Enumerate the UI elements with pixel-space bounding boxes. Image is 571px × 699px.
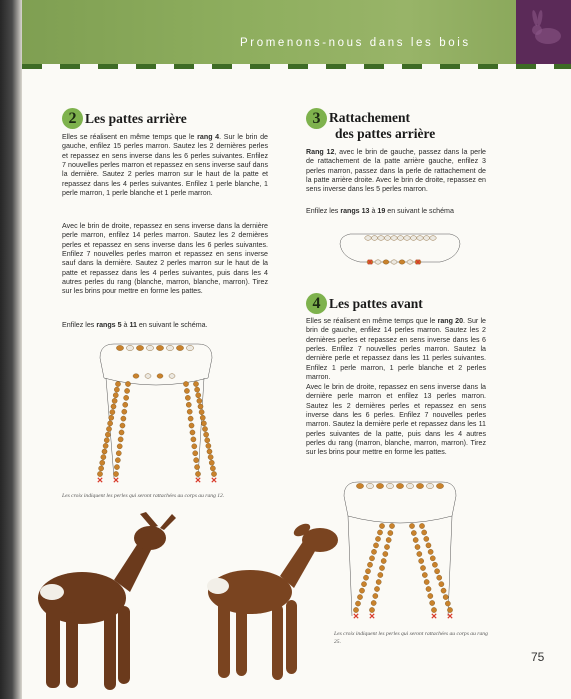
bead <box>109 415 114 420</box>
header-corner-block <box>516 0 571 64</box>
bead <box>419 558 424 563</box>
bead <box>183 381 188 386</box>
bead <box>379 523 384 528</box>
diagram-rear-legs <box>86 338 242 488</box>
bead <box>377 530 382 535</box>
bead <box>195 387 200 392</box>
bead <box>371 236 377 241</box>
bead <box>434 569 439 574</box>
bead <box>124 395 129 400</box>
bead <box>356 483 363 488</box>
bead <box>193 381 198 386</box>
caption-rear-legs: Les croix indiquent les perles qui seront rattachées au corps au rang 12. <box>62 493 225 499</box>
bead <box>169 374 175 379</box>
bead <box>113 393 118 398</box>
section-4-paragraph-1: Elles se réalisent en même temps que le rang 20. Sur le brin de gauche, enfilez 14 perles marron. Sautez les 2 dernières perles et repassez en sens inverse dans les 6 perles. Enfilez 7 nouvelles perles marron. Sautez la dernière perle et repassez dans les 11 perles suivantes. Enfilez 1 perle marron, 1 perle blanche et 2 perles marron. <box>306 317 486 382</box>
cross-mark <box>370 614 374 618</box>
bead <box>415 544 420 549</box>
bead <box>369 607 374 612</box>
bead <box>376 483 383 488</box>
bead <box>114 387 119 392</box>
bead <box>397 236 403 241</box>
bead <box>367 562 372 567</box>
cross-mark <box>196 478 200 482</box>
section-2-paragraph-2: Avec le brin de droite, repassez en sens inverse dans la dernière perle marron, enfilez 14 perles marron. Sautez les 2 dernières perles et repassez en sens inverse dans les 6 perles suivantes. Enfilez 7 nouvelles perles marron et repassez en sens inverse sauf dans la dernière. Sautez 2 perles marron sur le haut de la patte et repassez dans les 4 perles suivantes, puis dans les 4 autres perles du rang (blanche, marron, blanche, marron). Tirez sur les brins pour mettre en forme les pattes. <box>62 222 268 296</box>
bead <box>417 236 423 241</box>
section-4-title: Les pattes avant <box>329 296 423 311</box>
bead <box>121 416 126 421</box>
bead <box>371 600 376 605</box>
cross-mark <box>114 478 118 482</box>
bead <box>111 404 116 409</box>
bead <box>416 483 423 488</box>
bead <box>116 345 123 350</box>
section-3-paragraph-2: Enfilez les rangs 13 à 19 en suivant le schéma <box>306 207 454 215</box>
bead <box>383 551 388 556</box>
bead <box>426 483 433 488</box>
bead <box>204 432 209 437</box>
bead <box>108 421 113 426</box>
bead <box>120 423 125 428</box>
diagram-front-legs <box>330 476 480 626</box>
bead <box>420 565 425 570</box>
section-3-title-line-1: Rattachement <box>329 110 410 125</box>
bead <box>195 471 200 476</box>
bead <box>117 444 122 449</box>
cross-mark <box>432 614 436 618</box>
bead <box>422 572 427 577</box>
bead <box>437 575 442 580</box>
header-title: Promenons-nous dans les bois <box>240 37 471 49</box>
bead <box>417 551 422 556</box>
bead <box>365 569 370 574</box>
bead <box>445 601 450 606</box>
bead <box>373 543 378 548</box>
bead <box>186 345 193 350</box>
bead <box>432 562 437 567</box>
bead <box>191 437 196 442</box>
bead <box>198 404 203 409</box>
section-2-title: Les pattes arrière <box>85 111 187 126</box>
bead <box>430 236 436 241</box>
bead <box>389 523 394 528</box>
bead <box>190 430 195 435</box>
bead <box>145 374 151 379</box>
bead <box>407 260 413 264</box>
bead <box>101 455 106 460</box>
section-2-paragraph-3: Enfilez les rangs 5 à 11 en suivant le schéma. <box>62 321 208 329</box>
bead <box>197 398 202 403</box>
bead <box>443 594 448 599</box>
bead <box>110 410 115 415</box>
bead <box>201 421 206 426</box>
cross-mark <box>448 614 452 618</box>
bead <box>123 402 128 407</box>
photo-beaded-deer <box>22 500 352 699</box>
bead <box>424 536 429 541</box>
bead <box>192 444 197 449</box>
bead <box>186 402 191 407</box>
bead <box>196 393 201 398</box>
bead <box>156 345 163 350</box>
bead <box>410 236 416 241</box>
section-3-title-line-2: des pattes arrière <box>335 126 436 141</box>
bead <box>411 530 416 535</box>
bead <box>114 464 119 469</box>
wire <box>100 344 212 385</box>
bead <box>184 388 189 393</box>
bead <box>211 471 216 476</box>
bead <box>419 523 424 528</box>
bead <box>447 607 452 612</box>
bead <box>391 260 397 264</box>
section-3-heading <box>306 108 435 142</box>
section-2-number: 2 <box>62 108 83 129</box>
bead <box>202 426 207 431</box>
bead <box>384 544 389 549</box>
section-3-number: 3 <box>306 108 327 129</box>
bead <box>187 409 192 414</box>
bead <box>194 458 199 463</box>
bead <box>399 260 405 264</box>
bead <box>185 395 190 400</box>
bead <box>118 437 123 442</box>
caption-front-legs: Les croix indiquent les perles qui seront rattachées au corps au rang 25. <box>334 631 488 645</box>
bead <box>126 345 133 350</box>
bead <box>193 451 198 456</box>
section-2-paragraph-1: Elles se réalisent en même temps que le rang 4. Sur le brin de gauche, enfilez 15 perles marron. Sautez les 2 dernières perles et repassez en sens inverse dans les 6 perles suivantes. Enfilez 7 nouvelles perles marron et repassez en sens inverse sauf dans la dernière. Sautez 2 perles marron sur le haut de la patte et repassez dans les 4 perles suivantes. Enfilez 1 perle blanche, 1 perle marron, 1 perle blanche et 1 perle marron. <box>62 133 268 198</box>
bead <box>176 345 183 350</box>
bead <box>386 537 391 542</box>
bead <box>194 464 199 469</box>
bead <box>166 345 173 350</box>
section-4-number: 4 <box>306 293 327 314</box>
bead <box>188 416 193 421</box>
bead <box>124 388 129 393</box>
bead <box>133 374 139 379</box>
bead <box>106 426 111 431</box>
bead <box>122 409 127 414</box>
bead <box>374 586 379 591</box>
bead <box>426 543 431 548</box>
bead <box>428 593 433 598</box>
bead <box>386 483 393 488</box>
bead <box>376 579 381 584</box>
bead <box>207 449 212 454</box>
bead <box>396 483 403 488</box>
bead <box>365 236 371 241</box>
bead <box>146 345 153 350</box>
bead <box>413 537 418 542</box>
bead <box>119 430 124 435</box>
bead <box>430 600 435 605</box>
bead <box>102 449 107 454</box>
bead <box>363 575 368 580</box>
bead <box>103 443 108 448</box>
cross-mark <box>98 478 102 482</box>
bead <box>430 556 435 561</box>
bead <box>378 572 383 577</box>
bead <box>375 260 381 264</box>
cross-mark <box>354 614 358 618</box>
bead <box>384 236 390 241</box>
bead <box>428 549 433 554</box>
bead <box>424 579 429 584</box>
bead <box>206 443 211 448</box>
bead <box>371 549 376 554</box>
bead <box>409 523 414 528</box>
book-spine-shadow <box>0 0 22 699</box>
bead <box>115 381 120 386</box>
bead <box>210 466 215 471</box>
bead <box>373 593 378 598</box>
bead <box>379 565 384 570</box>
section-4-paragraph-2: Avec le brin de droite, repassez en sens inverse dans la dernière perle marron et enfilez 13 perles marron. Sautez les 2 dernières perles et repassez en sens inverse dans les 6 perles. Enfilez 7 nouvelles perles marron. Sautez la dernière perle et repassez dans les 11 perles suivantes de la patte, puis dans les 4 autres perles du rang (marron, blanche, marron, marron). Tirez sur les brins pour mettre en forme les pattes. <box>306 383 486 457</box>
bead <box>381 558 386 563</box>
bead <box>100 460 105 465</box>
bead <box>115 458 120 463</box>
bead <box>199 410 204 415</box>
bead <box>404 236 410 241</box>
page-number: 75 <box>531 650 545 664</box>
bead <box>378 236 384 241</box>
bead <box>116 451 121 456</box>
bead <box>113 471 118 476</box>
bead <box>431 607 436 612</box>
bead <box>361 582 366 587</box>
bead <box>359 588 364 593</box>
bead <box>406 483 413 488</box>
bead <box>383 260 389 264</box>
bead <box>369 556 374 561</box>
diagram-rows-12-19 <box>330 222 470 278</box>
wire <box>106 378 204 478</box>
bead <box>189 423 194 428</box>
bead <box>112 398 117 403</box>
bead <box>136 345 143 350</box>
bead <box>357 594 362 599</box>
bead <box>97 471 102 476</box>
cross-mark <box>212 478 216 482</box>
bead <box>388 530 393 535</box>
section-3-paragraph-1: Rang 12, avec le brin de gauche, passez dans la perle de rattachement de la patte arrière gauche, enfilez 3 perles marron, passez dans la perle de rattachement de la patte arrière droite. Avec le brin de droite, repassez en sens inverse dans les 5 perles marron. <box>306 148 486 194</box>
header-dashed-border <box>22 64 571 69</box>
bead <box>99 466 104 471</box>
bead <box>208 455 213 460</box>
bead <box>391 236 397 241</box>
bead <box>422 530 427 535</box>
bead <box>125 381 130 386</box>
rabbit-icon <box>516 0 571 64</box>
bead <box>104 438 109 443</box>
bead <box>355 601 360 606</box>
page-header-band <box>22 0 571 64</box>
bead <box>366 483 373 488</box>
bead <box>200 415 205 420</box>
bead <box>439 582 444 587</box>
bead <box>375 536 380 541</box>
section-2-heading <box>62 108 187 129</box>
bead <box>426 586 431 591</box>
bead <box>209 460 214 465</box>
bead <box>436 483 443 488</box>
bead <box>423 236 429 241</box>
bead <box>157 374 163 379</box>
bead <box>441 588 446 593</box>
section-4-heading <box>306 293 423 314</box>
bead <box>353 607 358 612</box>
bead <box>105 432 110 437</box>
bead <box>205 438 210 443</box>
